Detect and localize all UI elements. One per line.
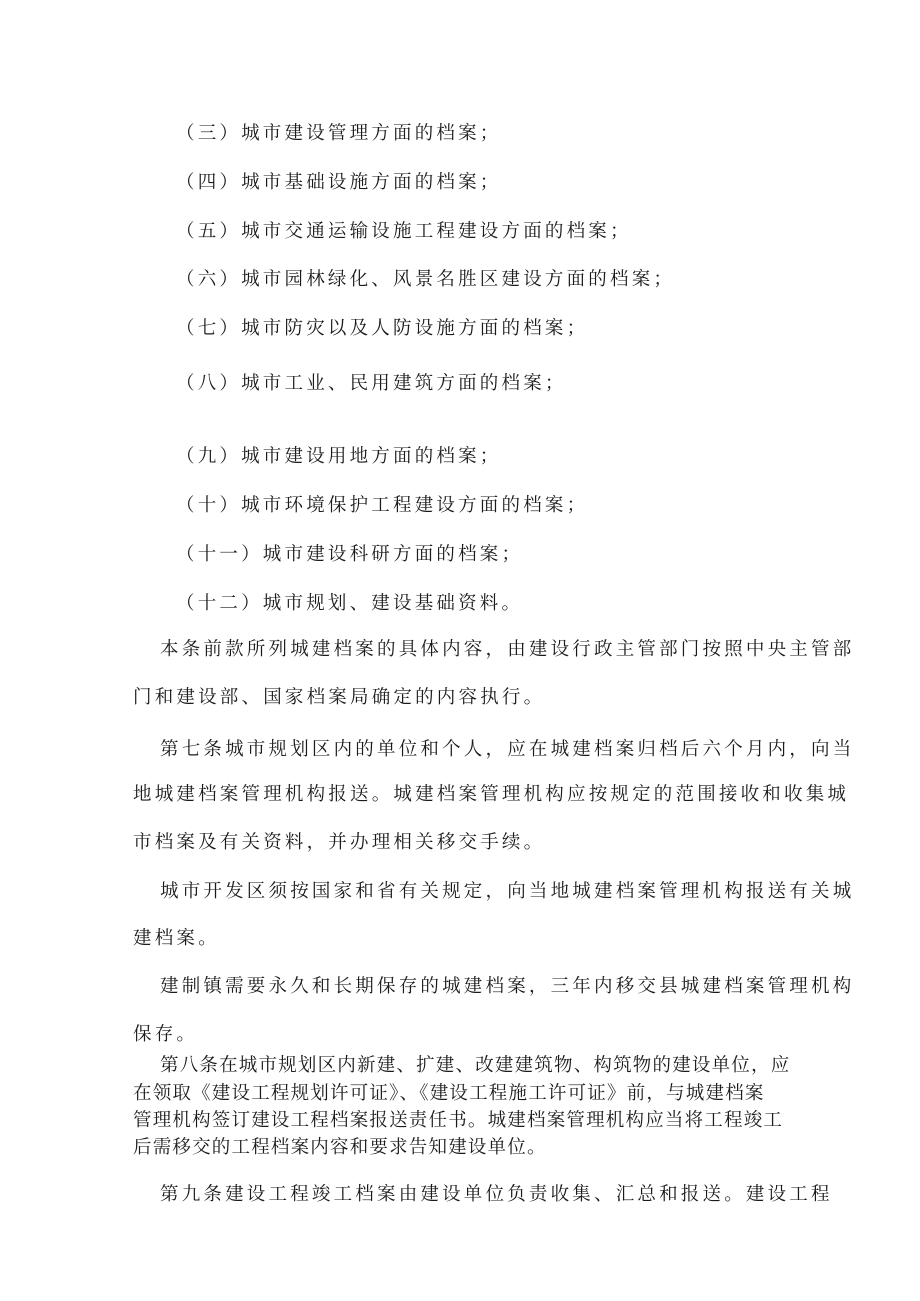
paragraph-3-line-2: 建档案。 — [133, 928, 220, 949]
list-item-5: （五）城市交通运输设施工程建设方面的档案； — [176, 221, 632, 242]
paragraph-5-line-4: 后需移交的工程档案内容和要求告知建设单位。 — [133, 1137, 547, 1158]
list-item-3: （三）城市建设管理方面的档案； — [176, 123, 502, 144]
paragraph-3-line-1: 城市开发区须按国家和省有关规定，向当地城建档案管理机构报送有关城 — [160, 881, 855, 902]
paragraph-1-line-1: 本条前款所列城建档案的具体内容，由建设行政主管部门按照中央主管部 — [160, 639, 855, 660]
list-item-7: （七）城市防灾以及人防设施方面的档案； — [176, 318, 589, 339]
list-item-6: （六）城市园林绿化、风景名胜区建设方面的档案； — [176, 269, 676, 290]
paragraph-2-line-3: 市档案及有关资料，并办理相关移交手续。 — [133, 832, 546, 853]
paragraph-5-line-1: 第八条在城市规划区内新建、扩建、改建建筑物、构筑物的建设单位，应 — [160, 1055, 791, 1076]
list-item-4: （四）城市基础设施方面的档案； — [176, 172, 502, 193]
paragraph-2-line-1: 第七条城市规划区内的单位和个人，应在城建档案归档后六个月内，向当 — [160, 739, 855, 760]
paragraph-6-line-1: 第九条建设工程竣工档案由建设单位负责收集、汇总和报送。建设工程 — [160, 1184, 833, 1205]
list-item-11: （十一）城市建设科研方面的档案； — [176, 544, 524, 565]
list-item-12: （十二）城市规划、建设基础资料。 — [176, 593, 524, 614]
paragraph-4-line-1: 建制镇需要永久和长期保存的城建档案，三年内移交县城建档案管理机构 — [160, 976, 855, 997]
paragraph-5-line-2: 在领取《建设工程规划许可证》、《建设工程施工许可证》前，与城建档案 — [133, 1083, 765, 1104]
paragraph-1-line-2: 门和建设部、国家档案局确定的内容执行。 — [133, 687, 546, 708]
paragraph-5-line-3: 管理机构签订建设工程档案报送责任书。城建档案管理机构应当将工程竣工 — [133, 1110, 784, 1131]
paragraph-2-line-2: 地城建档案管理机构报送。城建档案管理机构应按规定的范围接收和收集城 — [133, 784, 850, 805]
list-item-8: （八）城市工业、民用建筑方面的档案； — [176, 373, 567, 394]
list-item-10: （十）城市环境保护工程建设方面的档案； — [176, 495, 589, 516]
list-item-9: （九）城市建设用地方面的档案； — [176, 446, 502, 467]
paragraph-4-line-2: 保存。 — [133, 1024, 199, 1045]
